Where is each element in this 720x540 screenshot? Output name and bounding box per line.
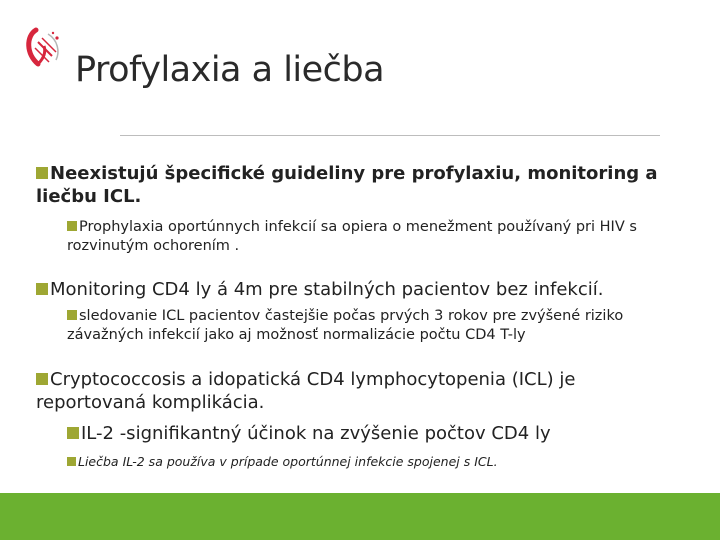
bullet-level1 xyxy=(36,278,706,301)
bullet-text: Neexistujú špecifické guideliny pre profylaxiu, monitoring a liečbu ICL. xyxy=(36,163,658,207)
square-bullet-icon xyxy=(67,310,77,320)
dna-ribbon-icon xyxy=(22,24,70,72)
bullet-level2 xyxy=(67,218,697,256)
bullet-text: sledovanie ICL pacientov častejšie počas prvých 3 rokov pre zvýšené riziko závažných infekcií jako aj možnosť normalizácie počtu CD4 T-ly xyxy=(67,308,624,343)
bullet-text: Prophylaxia oportúnnych infekcií sa opiera o menežment používaný pri HIV s rozvinutým ochorením . xyxy=(67,219,637,254)
bullet-level2 xyxy=(67,307,697,345)
title-divider xyxy=(120,135,660,136)
square-bullet-icon xyxy=(67,427,79,439)
bullet-text: Liečba IL-2 sa používa v prípade oportúnnej infekcie spojenej s ICL. xyxy=(78,454,498,469)
bullet-level3 xyxy=(67,453,697,470)
square-bullet-icon xyxy=(36,283,48,295)
bullet-text: IL-2 -signifikantný účinok na zvýšenie počtov CD4 ly xyxy=(81,423,551,444)
square-bullet-icon xyxy=(36,373,48,385)
bullet-text: Cryptococcosis a idopatická CD4 lymphocytopenia (ICL) je reportovaná komplikácia. xyxy=(36,369,576,413)
bullet-level1 xyxy=(36,162,696,208)
square-bullet-icon xyxy=(67,221,77,231)
bullet-level1 xyxy=(36,368,676,414)
square-bullet-icon xyxy=(67,457,76,466)
bullet-text: Monitoring CD4 ly á 4m pre stabilných pacientov bez infekcií. xyxy=(50,279,604,300)
slide-title: Profylaxia a liečba xyxy=(75,50,385,90)
square-bullet-icon xyxy=(36,167,48,179)
footer-band xyxy=(0,493,720,540)
bullet-level2 xyxy=(67,422,687,445)
